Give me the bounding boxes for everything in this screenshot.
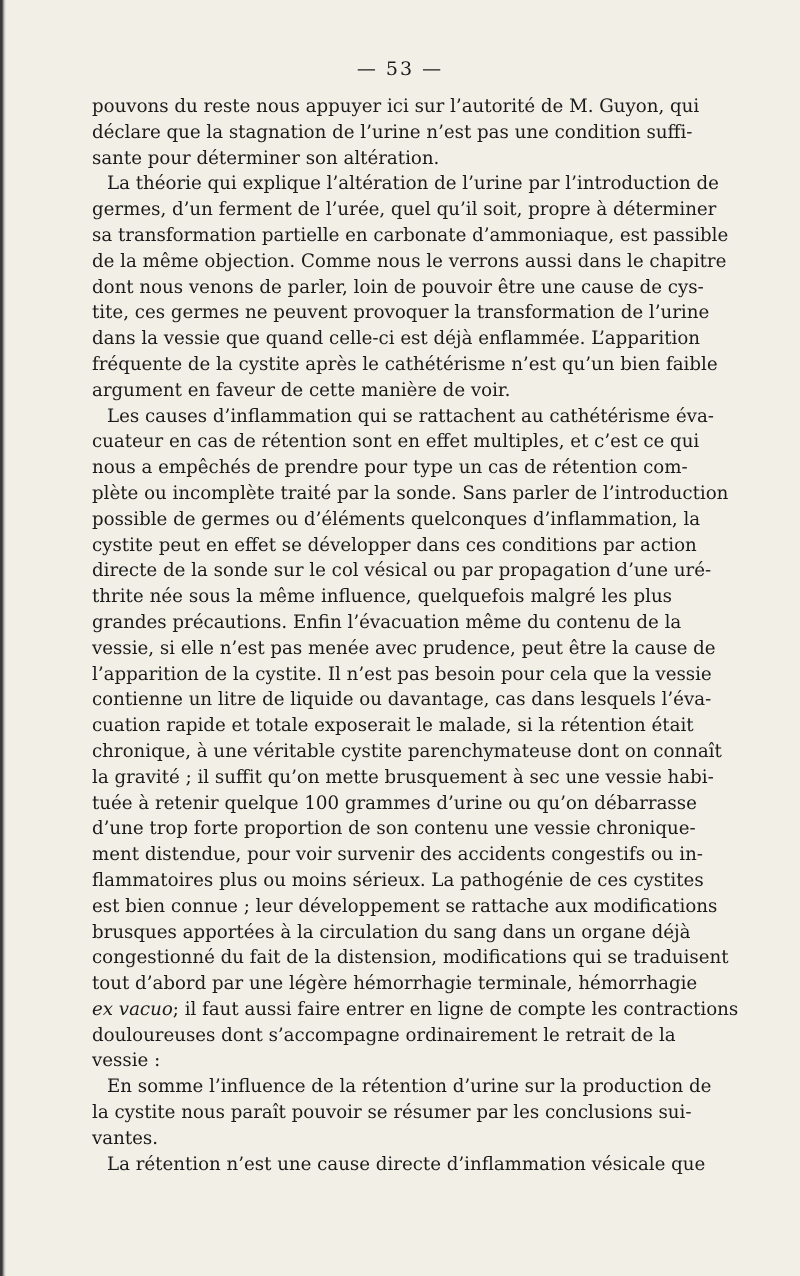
text-line: tout d’abord par une légère hémorrhagie terminale, hémorrhagie [92, 973, 698, 995]
text-line: grandes précautions. Enfin l’évacuation même du contenu de la [92, 611, 682, 633]
text-line: congestionné du fait de la distension, modifications qui se traduisent [92, 947, 729, 969]
text-line: Les causes d’inflammation qui se rattachent au cathétérisme éva- [107, 405, 714, 427]
text-line: cystite peut en effet se développer dans ces conditions par action [92, 534, 697, 556]
text-line: la cystite nous paraît pouvoir se résumer par les conclusions sui- [92, 1102, 692, 1124]
text-line: cuation rapide et totale exposerait le malade, si la rétention était [92, 715, 694, 737]
text-line: douloureuses dont s’accompagne ordinairement le retrait de la [92, 1024, 676, 1046]
italic-phrase: ex vacuo [92, 998, 173, 1020]
text-line: de la même objection. Comme nous le verrons aussi dans le chapitre [92, 250, 727, 272]
text-line: sante pour déterminer son altération. [92, 147, 440, 169]
text-line: l’apparition de la cystite. Il n’est pas besoin pour cela que la vessie [92, 663, 712, 685]
text-line: sa transformation partielle en carbonate d’ammoniaque, est passible [92, 224, 729, 246]
text-line: pouvons du reste nous appuyer ici sur l’autorité de M. Guyon, qui [92, 96, 700, 117]
text-line: vantes. [92, 1127, 159, 1149]
text-line: directe de la sonde sur le col vésical ou par propagation d’une uré- [92, 560, 712, 582]
text-line: brusques apportées à la circulation du sang dans un organe déjà [92, 921, 691, 943]
text-line: La rétention n’est une cause directe d’inflammation vésicale que [107, 1153, 706, 1175]
text-line: plète ou incomplète traité par la sonde. Sans parler de l’introduction [92, 482, 729, 504]
text-fragment: ; il faut aussi faire entrer en ligne de compte les contractions [172, 998, 739, 1020]
text-line: possible de germes ou d’éléments quelconques d’inflammation, la [92, 508, 701, 530]
text-line: tite, ces germes ne peuvent provoquer la transformation de l’urine [92, 302, 710, 324]
text-line: La théorie qui explique l’altération de l’urine par l’introduction de [107, 173, 719, 195]
text-line: germes, d’un ferment de l’urée, quel qu’il soit, propre à déterminer [92, 199, 717, 221]
text-line: En somme l’influence de la rétention d’urine sur la production de [107, 1076, 712, 1098]
text-line: flammatoires plus ou moins sérieux. La pathogénie de ces cystites [92, 869, 704, 891]
text-line: vessie : [92, 1050, 161, 1072]
text-line: dans la vessie que quand celle-ci est déjà enflammée. L’apparition [92, 328, 700, 350]
text-line: d’une trop forte proportion de son contenu une vessie chronique- [92, 818, 696, 840]
text-line: ment distendue, pour voir survenir des accidents congestifs ou in- [92, 844, 703, 866]
text-line: argument en faveur de cette manière de voir. [92, 379, 511, 401]
page-number: — 53 — [356, 58, 444, 80]
text-line: la gravité ; il suffit qu’on mette brusquement à sec une vessie habi- [92, 766, 714, 788]
text-line: déclare que la stagnation de l’urine n’est pas une condition suffi- [92, 121, 693, 143]
text-line: dont nous venons de parler, loin de pouvoir être une cause de cys- [92, 276, 704, 298]
text-line-mixed [92, 997, 739, 1023]
text-line: tuée à retenir quelque 100 grammes d’urine ou qu’on débarrasse [92, 792, 697, 814]
text-line: vessie, si elle n’est pas menée avec prudence, peut être la cause de [92, 637, 716, 659]
text-line: nous a empêchés de prendre pour type un cas de rétention com- [92, 457, 688, 479]
page-edge [0, 0, 6, 1276]
text-line: cuateur en cas de rétention sont en effet multiples, et c’est ce qui [92, 431, 700, 453]
text-line: est bien connue ; leur développement se rattache aux modifications [92, 895, 718, 917]
text-line: thrite née sous la même influence, quelquefois malgré les plus [92, 586, 672, 608]
text-line: contienne un litre de liquide ou davantage, cas dans lesquels l’éva- [92, 689, 712, 711]
body-text [92, 94, 739, 1177]
text-line: chronique, à une véritable cystite parenchymateuse dont on connaît [92, 740, 722, 762]
text-line: fréquente de la cystite après le cathétérisme n’est qu’un bien faible [92, 353, 718, 375]
